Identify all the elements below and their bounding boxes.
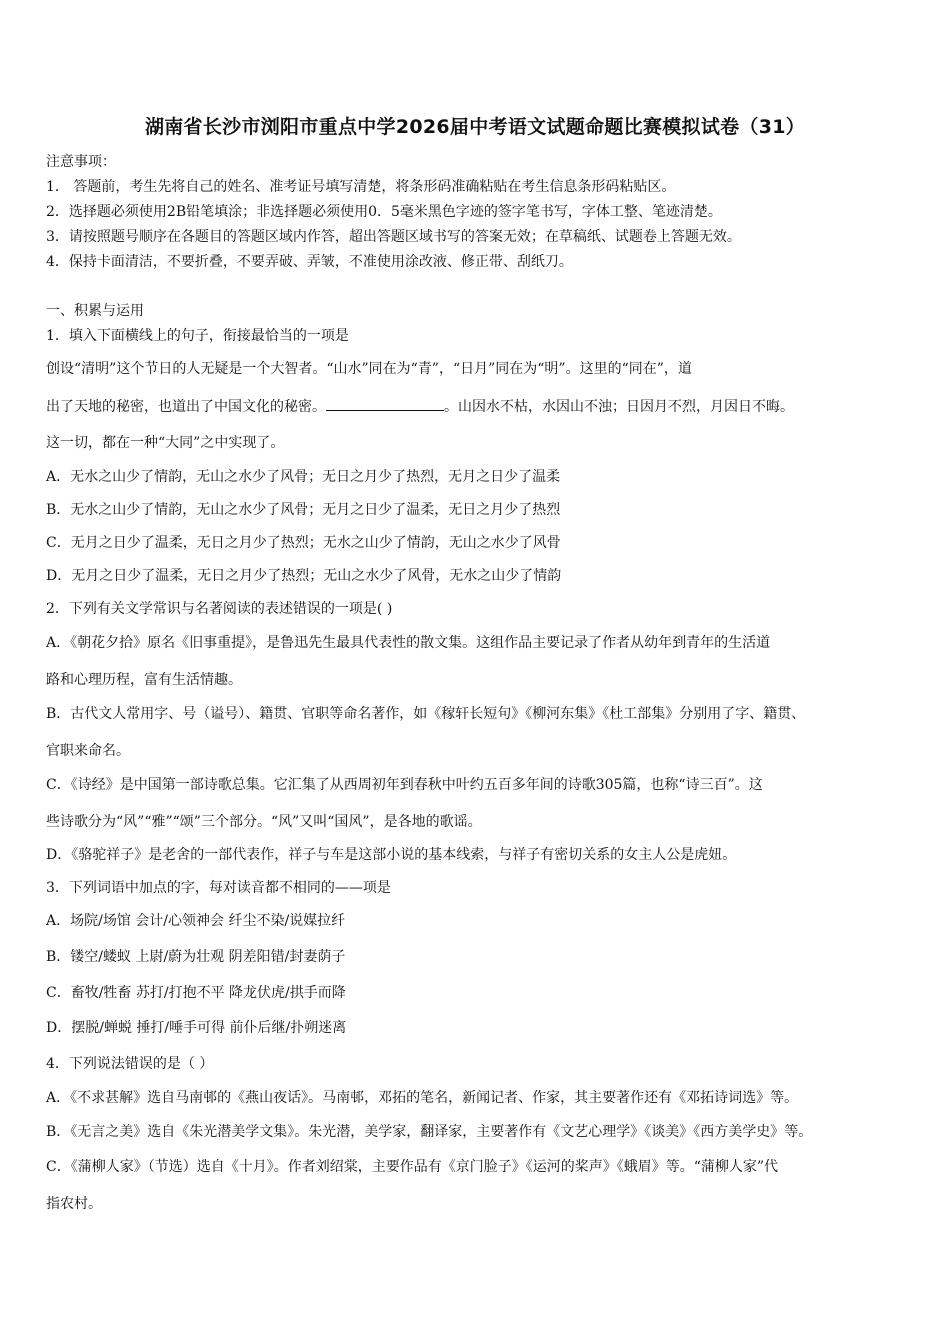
q1-stem: 1．填入下面横线上的句子，衔接最恰当的一项是 — [46, 328, 349, 344]
q3-option-a: A．场院/场馆 会计/心领神会 纤尘不染/说媒拉纤 — [46, 913, 346, 929]
q1-passage-line: 创设“清明”这个节日的人无疑是一个大智者。“山水”同在为“青”，“日月”同在为“明”。这里的“同在”，道 — [46, 361, 692, 377]
notice-item: 3．请按照题号顺序在各题目的答题区域内作答，超出答题区域书写的答案无效；在草稿纸、试题卷上答题无效。 — [46, 229, 741, 245]
q2-option-a-cont: 路和心理历程，富有生活情趣。 — [46, 672, 242, 688]
q1-option-b: B．无水之山少了情韵，无山之水少了风骨；无月之日少了温柔，无日之月少了热烈 — [46, 502, 561, 518]
q1-option-c: C．无月之日少了温柔，无日之月少了热烈；无水之山少了情韵，无山之水少了风骨 — [46, 535, 561, 551]
q1-passage-part: 。山因水不枯，水因山不浊；日因月不烈，月因日不晦。 — [444, 399, 794, 415]
q2-option-d: D．《骆驼祥子》是老舍的一部代表作，祥子与车是这部小说的基本线索，与祥子有密切关系的女主人公是虎妞。 — [46, 847, 737, 863]
q2-option-c: C．《诗经》是中国第一部诗歌总集。它汇集了从西周初年到春秋中叶约五百多年间的诗歌305篇，也称“诗三百”。这 — [46, 777, 763, 793]
q2-option-b: B．古代文人常用字、号（谥号）、籍贯、官职等命名著作，如《稼轩长短句》《柳河东集》《杜工部集》分别用了字、籍贯、 — [46, 706, 806, 722]
q4-option-c: C．《蒲柳人家》（节选）选自《十月》。作者刘绍棠，主要作品有《京门脸子》《运河的桨声》《蛾眉》等。“蒲柳人家”代 — [46, 1159, 779, 1175]
q1-passage-part: 出了天地的秘密，也道出了中国文化的秘密。 — [46, 399, 326, 415]
page-title: 湖南省长沙市浏阳市重点中学2026届中考语文试题命题比赛模拟试卷（31） — [144, 116, 806, 138]
q3-option-b: B．镂空/蝼蚁 上尉/蔚为壮观 阴差阳错/封妻荫子 — [46, 949, 346, 965]
q1-option-d: D．无月之日少了温柔，无日之月少了热烈；无山之水少了风骨，无水之山少了情韵 — [46, 568, 562, 584]
q2-stem: 2．下列有关文学常识与名著阅读的表述错误的一项是( ) — [46, 601, 393, 617]
answer-blank — [326, 396, 444, 411]
notice-item: 1． 答题前，考生先将自己的姓名、准考证号填写清楚，将条形码准确粘贴在考生信息条形码粘贴区。 — [46, 179, 676, 195]
q3-stem: 3．下列词语中加点的字，每对读音都不相同的——项是 — [46, 880, 391, 896]
q2-option-a: A．《朝花夕拾》原名《旧事重提》，是鲁迅先生最具代表性的散文集。这组作品主要记录了作者从幼年到青年的生活道 — [46, 635, 771, 651]
section-heading: 一、积累与运用 — [46, 303, 144, 319]
notice-item: 2．选择题必须使用2B铅笔填涂；非选择题必须使用0．5毫米黑色字迹的签字笔书写，字体工整、笔迹清楚。 — [46, 204, 722, 220]
notice-heading: 注意事项： — [46, 154, 116, 170]
q1-passage-line — [46, 396, 794, 417]
q3-option-c: C．畜牧/牲畜 苏打/打抱不平 降龙伏虎/拱手而降 — [46, 985, 346, 1001]
q4-option-a: A．《不求甚解》选自马南邨的《燕山夜话》。马南邨，邓拓的笔名，新闻记者、作家，其主要著作还有《邓拓诗词选》等。 — [46, 1090, 799, 1106]
q3-option-d: D．摆脱/蝉蜕 捶打/唾手可得 前仆后继/扑朔迷离 — [46, 1020, 347, 1036]
q4-option-b: B．《无言之美》选自《朱光潜美学文集》。朱光潜，美学家，翻译家，主要著作有《文艺心理学》《谈美》《西方美学史》等。 — [46, 1124, 813, 1140]
q2-option-c-cont: 些诗歌分为“风”“雅”“颂”三个部分。“风”又叫“国风”，是各地的歌谣。 — [46, 814, 482, 830]
notice-item: 4．保持卡面清洁，不要折叠，不要弄破、弄皱，不准使用涂改液、修正带、刮纸刀。 — [46, 254, 573, 270]
q1-passage-line: 这一切，都在一种“大同”之中实现了。 — [46, 435, 285, 451]
q1-option-a: A．无水之山少了情韵，无山之水少了风骨；无日之月少了热烈，无月之日少了温柔 — [46, 469, 561, 485]
q4-stem: 4．下列说法错误的是（ ） — [46, 1056, 214, 1072]
q2-option-b-cont: 官职来命名。 — [46, 743, 130, 759]
q4-option-c-cont: 指农村。 — [46, 1196, 102, 1212]
